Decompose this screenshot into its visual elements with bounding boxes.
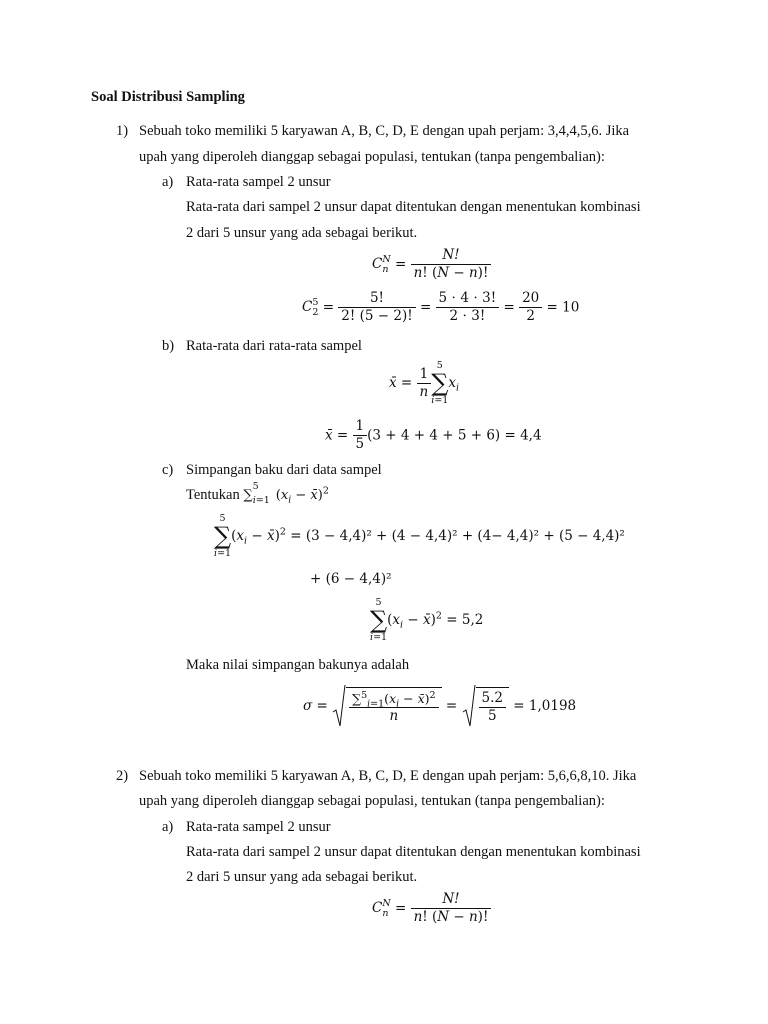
- mean-computation: x̄ = $\frac{1}{5}$ (3 + 4 + 4 + 5 + 6) = 4,4: [325, 418, 542, 452]
- q1-number: 1): [116, 123, 129, 139]
- q1a-text-line1: Rata-rata dari sampel 2 unsur dapat ditentukan dengan menentukan kombinasi: [186, 199, 641, 215]
- q1-text-line1: Sebuah toko memiliki 5 karyawan A, B, C, D, E dengan upah perjam: 3,4,4,5,6. Jika: [139, 123, 630, 139]
- q1b-title: Rata-rata dari rata-rata sampel: [186, 338, 362, 354]
- sigma-result: = 1,0198: [513, 698, 577, 714]
- q2a-text-line2: 2 dari 5 unsur yang ada sebagai berikut.: [186, 869, 418, 885]
- mean-formula: x̄ = $\frac{1}{n}$ 5 ∑ i=1 $x_i$: [389, 360, 460, 406]
- mean-sum: (3 + 4 + 4 + 5 + 6) = 4,4: [367, 427, 542, 444]
- squared-deviation-total: 5 ∑ i=1 ($x_i$ − x̄)$^2$ = 5,2: [370, 597, 484, 643]
- sqrt-sign-icon: [332, 684, 346, 728]
- squared-deviation-expansion: 5 ∑ i=1 ($x_i$ − x̄)$^2$ = (3 − 4,4)² + (4 − 4,4)² + (4− 4,4)² + (5 − 4,4)²: [214, 513, 625, 559]
- q2-text-line2: upah yang diperoleh dianggap sebagai populasi, tentukan (tanpa pengembalian):: [139, 793, 605, 809]
- std-dev-formula: σ = $\frac{\sum^5_{i=1}(x_i - x̄)^2}{n}$ = $\frac{5.2}{5}$ = 1,0198: [303, 684, 576, 728]
- q2a-title: Rata-rata sampel 2 unsur: [186, 819, 331, 835]
- q2-text-line1: Sebuah toko memiliki 5 karyawan A, B, C, D, E dengan upah perjam: 5,6,6,8,10. Jika: [139, 768, 637, 784]
- q1c-maka-text: Maka nilai simpangan bakunya adalah: [186, 657, 410, 673]
- q1-text-line2: upah yang diperoleh dianggap sebagai populasi, tentukan (tanpa pengembalian):: [139, 149, 605, 165]
- q1a-text-line2: 2 dari 5 unsur yang ada sebagai berikut.: [186, 225, 418, 241]
- document-title: Soal Distribusi Sampling: [91, 89, 245, 105]
- q2-number: 2): [116, 768, 129, 784]
- combination-formula: C N n = $\frac{N!}{n! (N - n)!}$: [372, 247, 491, 282]
- q1a-label: a): [162, 174, 174, 190]
- q2a-text-line1: Rata-rata dari sampel 2 unsur dapat ditentukan dengan menentukan kombinasi: [186, 844, 641, 860]
- q1c-title: Simpangan baku dari data sampel: [186, 462, 382, 478]
- squared-expansion-line1: = (3 − 4,4)² + (4 − 4,4)² + (4− 4,4)² + (5 − 4,4)²: [290, 528, 625, 544]
- q1c-tentukan-line: Tentukan ∑$^5_{i=1}$ ($x_i$ − x̄)$^2$: [186, 480, 329, 506]
- combination-computation: C 5 2 = $\frac{5!}{2! (5 - 2)!}$ = $\frac{5 \cdot 4 \cdot 3!}{2 \cdot 3!}$ = $\frac{20}{2}$ = 10: [302, 290, 580, 324]
- q2-combination-formula: C N n = $\frac{N!}{n! (N - n)!}$: [372, 891, 491, 926]
- sqrt-sign-icon: [462, 684, 476, 728]
- sigma-numerator: 5.2: [479, 690, 506, 708]
- tentukan-label: Tentukan: [186, 487, 240, 503]
- sigma-denominator: 5: [487, 708, 497, 724]
- squared-expansion-line2: + (6 − 4,4)²: [310, 571, 392, 587]
- q1b-label: b): [162, 338, 175, 354]
- combination-result: 10: [562, 299, 580, 316]
- squared-total-value: = 5,2: [446, 612, 484, 628]
- q1a-title: Rata-rata sampel 2 unsur: [186, 174, 331, 190]
- q1c-label: c): [162, 462, 174, 478]
- q2a-label: a): [162, 819, 174, 835]
